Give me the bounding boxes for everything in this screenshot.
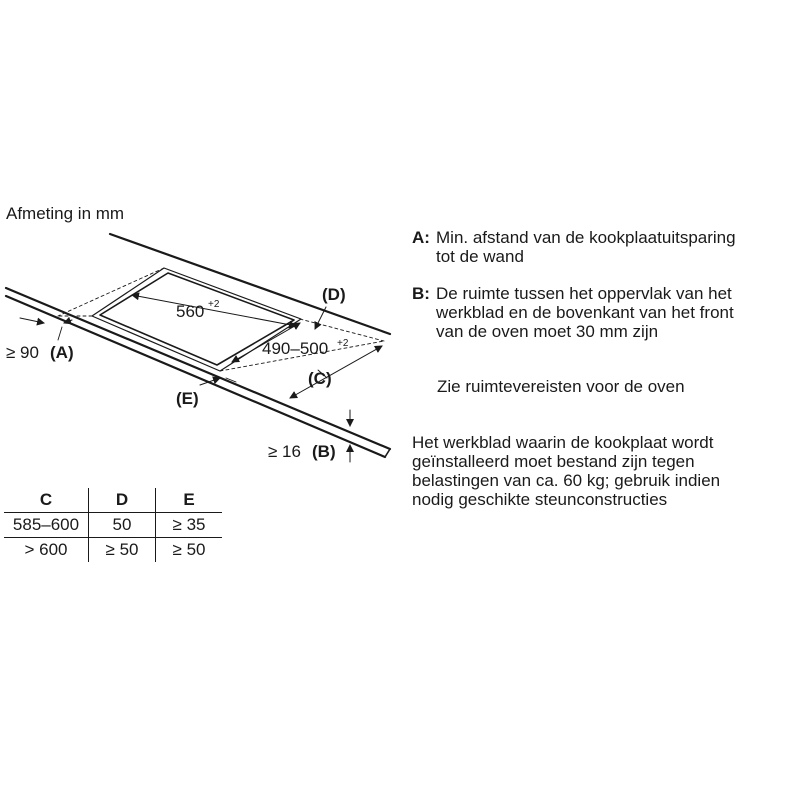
legend-b-line: werkblad en de bovenkant van het front — [436, 303, 734, 322]
legend-b — [412, 284, 734, 341]
table-header: C — [39, 490, 53, 509]
dimension-caption: Afmeting in mm — [6, 204, 125, 223]
label-b-key: (B) — [312, 442, 336, 461]
dim-depth-tolerance: +2 — [337, 338, 349, 349]
worktop-end-line — [385, 449, 390, 457]
dim-a-line — [20, 318, 44, 323]
load-note-line: belastingen van ca. 60 kg; gebruik indien — [412, 471, 721, 490]
table-cell: ≥ 35 — [156, 513, 223, 538]
load-note-line: nodig geschikte steunconstructies — [412, 490, 668, 509]
clearance-table — [4, 488, 222, 562]
table-cell: ≥ 50 — [89, 538, 156, 563]
table-header: E — [156, 488, 223, 513]
legend-a-line: Min. afstand van de kookplaatuitsparing — [436, 228, 736, 247]
label-e: (E) — [176, 389, 199, 408]
load-note-line: geïnstalleerd moet bestand zijn tegen — [412, 452, 695, 471]
load-note — [412, 433, 720, 509]
label-d: (D) — [322, 285, 346, 304]
legend-b-line: van de oven moet 30 mm zijn — [436, 322, 659, 341]
dim-width-value: 560 — [176, 302, 205, 321]
table-cell: 50 — [89, 513, 156, 538]
table-row — [4, 538, 222, 563]
oven-note — [437, 377, 685, 396]
label-b-value: ≥ 16 — [268, 442, 301, 461]
dim-width-tolerance: +2 — [208, 299, 220, 310]
table-header: D — [89, 488, 156, 513]
oven-note-text: Zie ruimtevereisten voor de oven — [437, 377, 685, 396]
worktop-back-edge — [110, 234, 390, 334]
table-row — [4, 513, 222, 538]
table-cell: > 600 — [4, 538, 89, 563]
legend-b-key: B: — [412, 284, 430, 303]
load-note-line: Het werkblad waarin de kookplaat wordt — [412, 433, 714, 452]
label-a-value: ≥ 90 — [6, 343, 39, 362]
legend-b-line: De ruimte tussen het oppervlak van het — [436, 284, 732, 303]
dim-depth-value: 490–500 — [262, 339, 329, 358]
table-cell: ≥ 50 — [156, 538, 223, 563]
legend-a — [412, 228, 736, 266]
legend-a-line: tot de wand — [436, 247, 524, 266]
label-a-key: (A) — [50, 343, 74, 362]
table-cell: 585–600 — [4, 513, 89, 538]
legend-a-key: A: — [412, 228, 430, 247]
label-c: (C) — [308, 369, 332, 388]
table-header-row — [4, 488, 222, 513]
